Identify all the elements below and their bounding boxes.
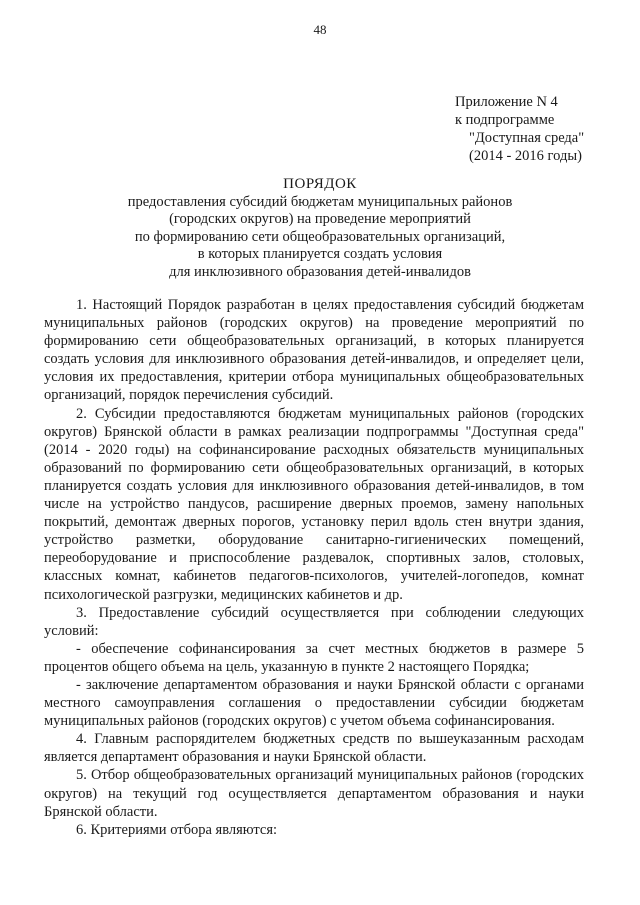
paragraph-4: 4. Главным распорядителем бюджетных средств по вышеуказанным расходам является департамент образования и науки Брянской области. — [44, 731, 584, 766]
appendix-line: "Доступная среда" — [469, 130, 585, 146]
paragraph-1: 1. Настоящий Порядок разработан в целях предоставления субсидий бюджетам муниципальных районов (городских округов) на проведение мероприятий по формированию сети общеобразовательных организаций, в которых планируется создать условия для инклюзивного образования детей-инвалидов, и определяет цели, условия их предоставления, критерии отбора муниципальных общеобразовательных организаций, порядок перечисления субсидий. — [44, 297, 584, 404]
paragraph-3: 3. Предоставление субсидий осуществляется при соблюдении следующих условий: — [44, 604, 584, 639]
document-title: ПОРЯДОК — [283, 176, 357, 192]
paragraph-6: 6. Критериями отбора являются: — [76, 821, 278, 838]
appendix-line: Приложение N 4 — [455, 94, 558, 110]
document-heading — [60, 176, 580, 282]
condition-item-1: - обеспечение софинансирования за счет местных бюджетов в размере 5 процентов общего объема на цель, указанную в пункте 2 настоящего Порядка; — [44, 640, 584, 675]
document-body — [44, 296, 584, 839]
heading-line: для инклюзивного образования детей-инвалидов — [169, 263, 471, 280]
heading-line: предоставления субсидий бюджетам муниципальных районов — [127, 193, 513, 210]
page-number: 48 — [313, 22, 327, 37]
heading-line: (городских округов) на проведение мероприятий — [169, 211, 471, 228]
appendix-line: (2014 - 2016 годы) — [469, 148, 582, 164]
appendix-reference — [455, 93, 625, 165]
paragraph-2: 2. Субсидии предоставляются бюджетам муниципальных районов (городских округов) Брянской области в рамках реализации подпрограммы "Доступная среда" (2014 - 2020 годы) на софинансирование расходных обязательств муниципальных образований по формированию сети общеобразовательных организаций, в которых планируется создать условия для инклюзивного образования детей-инвалидов, в том числе на устройство пандусов, расширение дверных проемов, замену напольных покрытий, демонтаж дверных порогов, установку перил вдоль стен внутри здания, устройство разметки, оборудование санитарно-гигиенических помещений, переоборудование и приспособление раздевалок, спортивных залов, столовых, классных комнат, кабинетов педагогов-психологов, учителей-логопедов, комнат психологической разгрузки, медицинских кабинетов и др. — [44, 405, 584, 603]
heading-line: в которых планируется создать условия — [197, 246, 443, 263]
appendix-line: к подпрограмме — [455, 112, 555, 128]
heading-line: по формированию сети общеобразовательных организаций, — [134, 228, 506, 245]
condition-item-2: - заключение департаментом образования и науки Брянской области с органами местного самоуправления соглашения о предоставлении субсидии бюджетам муниципальных районов (городских округов) с учетом объема софинансирования. — [44, 676, 584, 730]
paragraph-5: 5. Отбор общеобразовательных организаций муниципальных районов (городских округов) на текущий год осуществляется департаментом образования и науки Брянской области. — [44, 767, 584, 820]
